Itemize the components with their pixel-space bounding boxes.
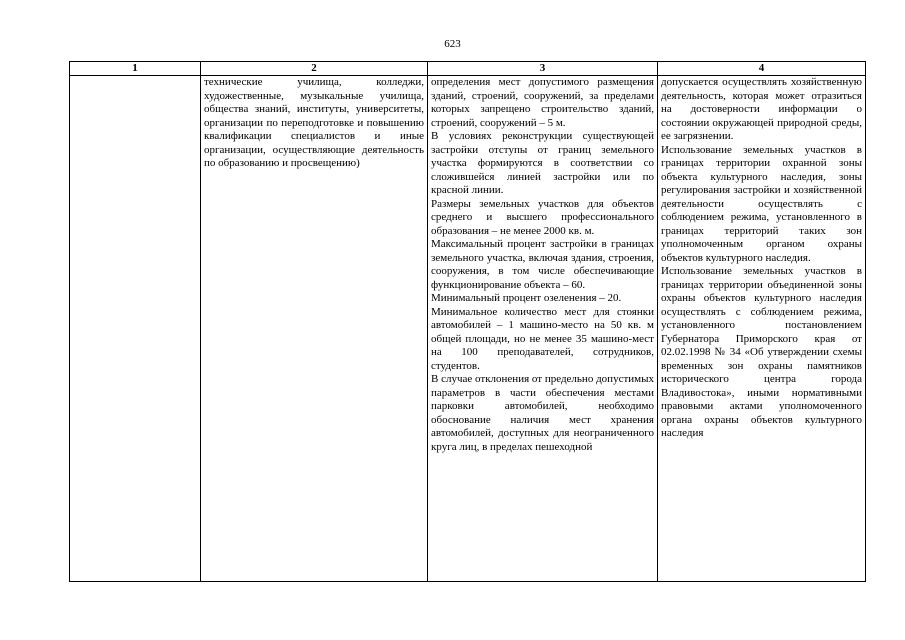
page-number: 623: [444, 38, 461, 50]
column-header-2: 2: [201, 62, 428, 76]
restriction-paragraph: Использование земельных участков в границах территории охранной зоны объекта культурного наследия, зоны регулирования застройки и хозяйственной деятельности осуществлять с соблюдением режима, установленного в границах территорий таких зон уполномоченным органом охраны объектов культурного наследия.: [661, 143, 862, 264]
restriction-paragraph: Использование земельных участков в границах территории объединенной зоны охраны объектов культурного наследия осуществлять с соблюдением режима, установленного постановлением Губернатора Приморского края от 02.02.1998 № 34 «Об утверждении схемы временных зон охраны памятников исторического центра города Владивостока», иными нормативными правовыми актами уполномоченного органа охраны объектов культурного наследия: [661, 265, 862, 439]
cell-col4: [658, 76, 866, 582]
parameter-paragraph: Минимальное количество мест для стоянки автомобилей – 1 машино-место на 50 кв. м общей площади, но не менее 35 машино-мест на 100 преподавателей, сотрудников, студентов.: [431, 305, 654, 372]
cell-col2: [201, 76, 428, 582]
table-row: [70, 76, 866, 582]
parameter-paragraph: В случае отклонения от предельно допустимых параметров в части обеспечения местами парковки автомобилей, необходимо обоснование наличия мест хранения автомобилей, доступных для неограниченного круга лиц, в пределах пешеходной: [431, 373, 654, 453]
restrictions-list: [661, 76, 862, 581]
column-header-4: 4: [658, 62, 866, 76]
regulations-table: [69, 61, 866, 582]
parameter-paragraph: Размеры земельных участков для объектов среднего и высшего профессионального образования – не менее 2000 кв. м.: [431, 197, 654, 237]
table-header-row: [70, 62, 866, 76]
restriction-paragraph: допускается осуществлять хозяйственную деятельность, которая может отразиться на достоверности информации о состоянии окружающей природной среды, ее загрязнении.: [661, 76, 862, 142]
column-header-3: 3: [428, 62, 658, 76]
parameter-paragraph: Минимальный процент озеленения – 20.: [431, 292, 622, 304]
cell-col1: [70, 76, 201, 582]
parameter-paragraph: В условиях реконструкции существующей застройки отступы от границ земельного участка формируются в соответствии со сложившейся линией застройки или по красной линии.: [431, 130, 654, 196]
object-types-text: технические училища, колледжи, художественные, музыкальные училища, общества знаний, институты, университеты, организации по переподготовке и повышению квалификации специалистов и иные организации, осуществляющие деятельность по образованию и просвещению): [204, 76, 424, 169]
column-header-1: 1: [70, 62, 201, 76]
parameter-paragraph: Максимальный процент застройки в границах земельного участка, включая здания, строения, сооружения, в том числе обеспечивающие функционирование объекта – 60.: [431, 238, 654, 291]
parameters-list: [431, 76, 654, 581]
cell-col3: [428, 76, 658, 582]
parameter-paragraph: определения мест допустимого размещения зданий, строений, сооружений, за пределами которых запрещено строительство зданий, строений, сооружений – 5 м.: [431, 76, 654, 129]
